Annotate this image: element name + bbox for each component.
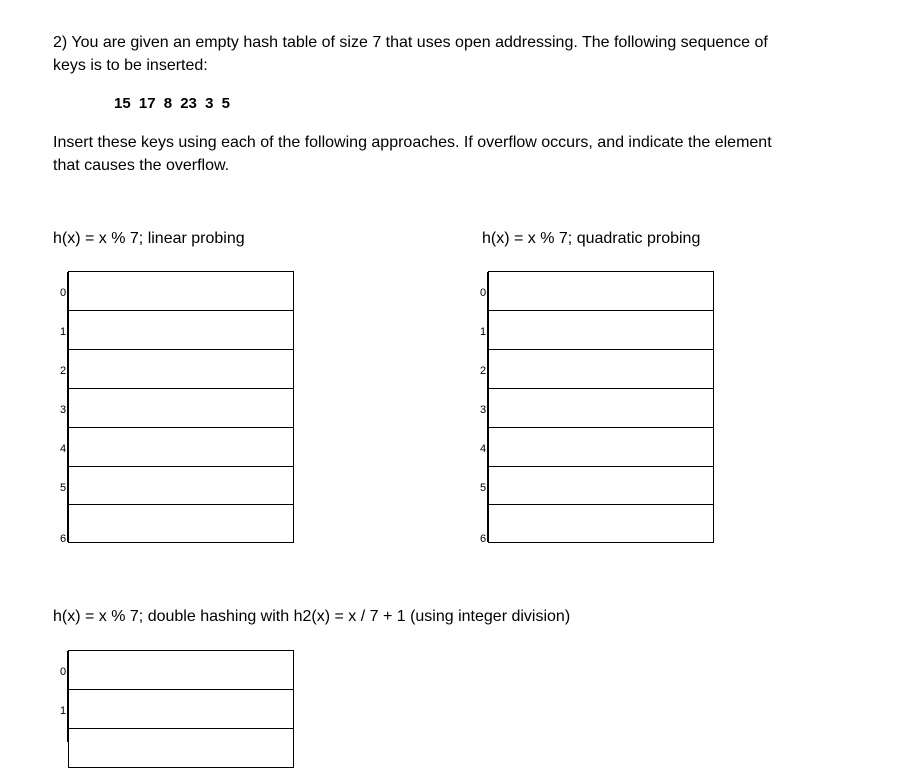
slot-index: 2 bbox=[60, 365, 67, 377]
slot-index: 3 bbox=[480, 404, 487, 416]
hash-slot[interactable] bbox=[68, 728, 294, 768]
double-hashing-heading: h(x) = x % 7; double hashing with h2(x) = x / 7 + 1 (using integer division) bbox=[53, 608, 571, 625]
hash-slot[interactable] bbox=[68, 388, 294, 428]
hash-slot[interactable] bbox=[488, 310, 714, 350]
linear-probing-heading: h(x) = x % 7; linear probing bbox=[53, 230, 245, 247]
slot-index: 4 bbox=[480, 443, 487, 455]
problem-line-2: keys is to be inserted: bbox=[53, 57, 208, 74]
problem-line-1: 2) You are given an empty hash table of size 7 that uses open addressing. The following sequence of bbox=[53, 34, 768, 51]
slot-index: 2 bbox=[480, 365, 487, 377]
hash-slot[interactable] bbox=[488, 466, 714, 505]
hash-slot[interactable] bbox=[488, 388, 714, 428]
slot-index: 1 bbox=[480, 326, 487, 338]
slot-index: 4 bbox=[60, 443, 67, 455]
hash-slot[interactable] bbox=[68, 650, 294, 690]
hash-slot[interactable] bbox=[68, 310, 294, 350]
key-sequence: 15 17 8 23 3 5 bbox=[114, 95, 230, 112]
slot-index: 0 bbox=[60, 287, 67, 299]
hash-slot[interactable] bbox=[488, 349, 714, 389]
hash-slot[interactable] bbox=[68, 349, 294, 389]
slot-index: 6 bbox=[60, 533, 67, 545]
slot-index: 0 bbox=[60, 666, 67, 678]
hash-slot[interactable] bbox=[488, 504, 714, 543]
hash-slot[interactable] bbox=[488, 427, 714, 467]
slot-index: 0 bbox=[480, 287, 487, 299]
slot-index: 1 bbox=[60, 326, 67, 338]
hash-slot[interactable] bbox=[68, 504, 294, 543]
hash-slot[interactable] bbox=[68, 689, 294, 729]
instruction-line-2: that causes the overflow. bbox=[53, 157, 230, 174]
slot-index: 1 bbox=[60, 705, 67, 717]
slot-index: 5 bbox=[60, 482, 67, 494]
slot-index: 6 bbox=[480, 533, 487, 545]
hash-slot[interactable] bbox=[488, 271, 714, 311]
instruction-line-1: Insert these keys using each of the following approaches. If overflow occurs, and indicate the element bbox=[53, 134, 772, 151]
quadratic-probing-heading: h(x) = x % 7; quadratic probing bbox=[482, 230, 701, 247]
hash-slot[interactable] bbox=[68, 466, 294, 505]
hash-slot[interactable] bbox=[68, 427, 294, 467]
slot-index: 3 bbox=[60, 404, 67, 416]
hash-slot[interactable] bbox=[68, 271, 294, 311]
slot-index: 5 bbox=[480, 482, 487, 494]
